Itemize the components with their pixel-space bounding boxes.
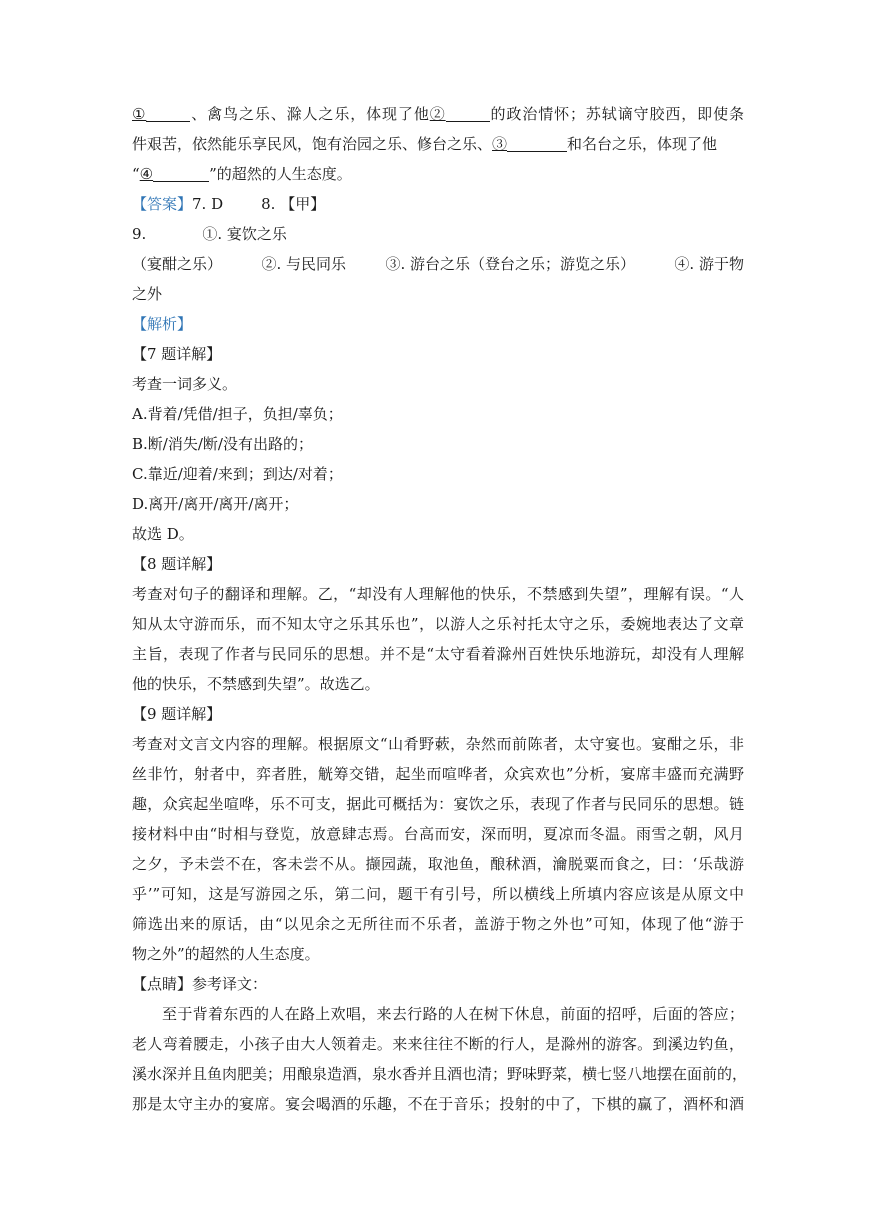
close-quote: ” bbox=[209, 165, 217, 183]
blank-3-after-text: 和名台之乐，体现了他 bbox=[567, 135, 718, 153]
q9-line: 之夕，予未尝不在，客未尝不从。撷园蔬，取池鱼，酿秫酒，瀹脱粟而食之，曰：‘乐哉游 bbox=[132, 855, 744, 873]
blank-4-number: ④ bbox=[139, 165, 154, 183]
q7-line: A.背着/凭借/担子，负担/辜负； bbox=[132, 405, 343, 423]
q9-line: 物之外”的超然的人生态度。 bbox=[132, 945, 320, 963]
q9-heading: 【9 题详解】 bbox=[132, 705, 222, 723]
q8-line: 主旨，表现了作者与民同乐的思想。并不是“太守看着滁州百姓快乐地游玩，却没有人理解 bbox=[132, 645, 744, 663]
dianjing-heading: 【点睛】参考译文： bbox=[132, 975, 268, 993]
blank-line-3-text: 的超然的人生态度。 bbox=[216, 165, 352, 183]
blank-line-2-text: 件艰苦，依然能乐享民风，饱有治园之乐、修台之乐、 bbox=[132, 135, 493, 153]
q7-line: B.断/消失/断/没有出路的； bbox=[132, 435, 313, 453]
q7-heading: 【7 题详解】 bbox=[132, 345, 222, 363]
analysis-tag: 【解析】 bbox=[132, 315, 193, 333]
q7-line: 考查一词多义。 bbox=[132, 375, 238, 393]
answer-9-item-4-end: 之外 bbox=[132, 285, 163, 303]
blank-1-number: ① bbox=[132, 105, 147, 123]
answer-9-item-1: ①. 宴饮之乐 bbox=[202, 225, 287, 243]
answer-9-line bbox=[132, 219, 744, 249]
blank-line-2 bbox=[132, 129, 744, 159]
translation-line: 至于背着东西的人在路上欢唱，来去行路的人在树下休息，前面的招呼，后面的答应； bbox=[162, 1005, 744, 1023]
answer-line bbox=[132, 189, 744, 219]
q8-line: 考查对句子的翻译和理解。乙，“却没有人理解他的快乐，不禁感到失望”，理解有误。“人 bbox=[132, 585, 744, 603]
answer-9-number: 9. bbox=[132, 225, 147, 243]
answer-9-item-1-alt: （宴酣之乐） bbox=[132, 255, 223, 273]
q9-line: 接材料中由“时相与登览，放意肆志焉。台高而安，深而明，夏凉而冬温。雨雪之朝，风月 bbox=[132, 825, 744, 843]
answer-9-item-2: ②. 与民同乐 bbox=[261, 255, 346, 273]
blank-line-3 bbox=[132, 159, 744, 189]
q7-line: C.靠近/迎着/来到；到达/对着； bbox=[132, 465, 343, 483]
q8-line: 知从太守游而乐，而不知太守之乐其乐也”，以游人之乐衬托太守之乐，委婉地表达了文章 bbox=[132, 615, 744, 633]
answer-7: 7. D bbox=[192, 195, 224, 213]
q7-line: 故选 D。 bbox=[132, 525, 194, 543]
blank-1 bbox=[146, 105, 190, 122]
answer-9-item-3: ③. 游台之乐（登台之乐；游览之乐） bbox=[385, 255, 635, 273]
blank-1-after-text: 、禽鸟之乐、滁人之乐，体现了他 bbox=[190, 105, 430, 123]
blank-2-after-text: 的政治情怀；苏轼谪守胶西，即使条 bbox=[489, 105, 744, 123]
answer-9-item-4: ④. 游于物 bbox=[674, 255, 744, 273]
open-quote: “ bbox=[132, 165, 140, 183]
answer-9-line-2 bbox=[132, 249, 744, 279]
blank-2 bbox=[446, 105, 490, 122]
blank-line-1 bbox=[132, 99, 744, 129]
blank-2-number: ② bbox=[429, 105, 446, 123]
q9-line: 趣，众宾起坐喧哗，乐不可支，据此可概括为：宴饮之乐，表现了作者与民同乐的思想。链 bbox=[132, 795, 744, 813]
answer-tag: 【答案】 bbox=[132, 195, 193, 213]
answer-8: 8. 【甲】 bbox=[261, 195, 326, 213]
q9-line: 丝非竹，射者中，弈者胜，觥筹交错，起坐而喧哗者，众宾欢也”分析，宴席丰盛而充满野 bbox=[132, 765, 744, 783]
blank-3 bbox=[507, 135, 567, 152]
q9-line: 筛选出来的原话，由“以见余之无所往而不乐者，盖游于物之外也”可知，体现了他“游于 bbox=[132, 915, 744, 933]
analysis-line bbox=[132, 309, 744, 339]
q9-line: 乎’”可知，这是写游园之乐，第二问，题干有引号，所以横线上所填内容应该是从原文中 bbox=[132, 885, 744, 903]
answer-9-line-3 bbox=[132, 279, 744, 309]
translation-line: 那是太守主办的宴席。宴会喝酒的乐趣，不在于音乐；投射的中了，下棋的赢了，酒杯和酒 bbox=[132, 1095, 744, 1113]
q9-line: 考查对文言文内容的理解。根据原文“山肴野蔌，杂然而前陈者，太守宴也。宴酣之乐，非 bbox=[132, 735, 744, 753]
translation-line: 老人弯着腰走，小孩子由大人领着走。来来往往不断的行人，是滁州的游客。到溪边钓鱼， bbox=[132, 1035, 744, 1053]
blank-3-number: ③ bbox=[492, 135, 508, 153]
blank-4 bbox=[153, 165, 209, 182]
translation-line: 溪水深并且鱼肉肥美；用酿泉造酒，泉水香并且酒也清；野味野菜，横七竖八地摆在面前的， bbox=[132, 1065, 748, 1083]
q7-line: D.离开/离开/离开/离开； bbox=[132, 495, 299, 513]
document-page bbox=[132, 99, 748, 1119]
q8-line: 他的快乐，不禁感到失望”。故选乙。 bbox=[132, 675, 380, 693]
q8-heading: 【8 题详解】 bbox=[132, 555, 222, 573]
